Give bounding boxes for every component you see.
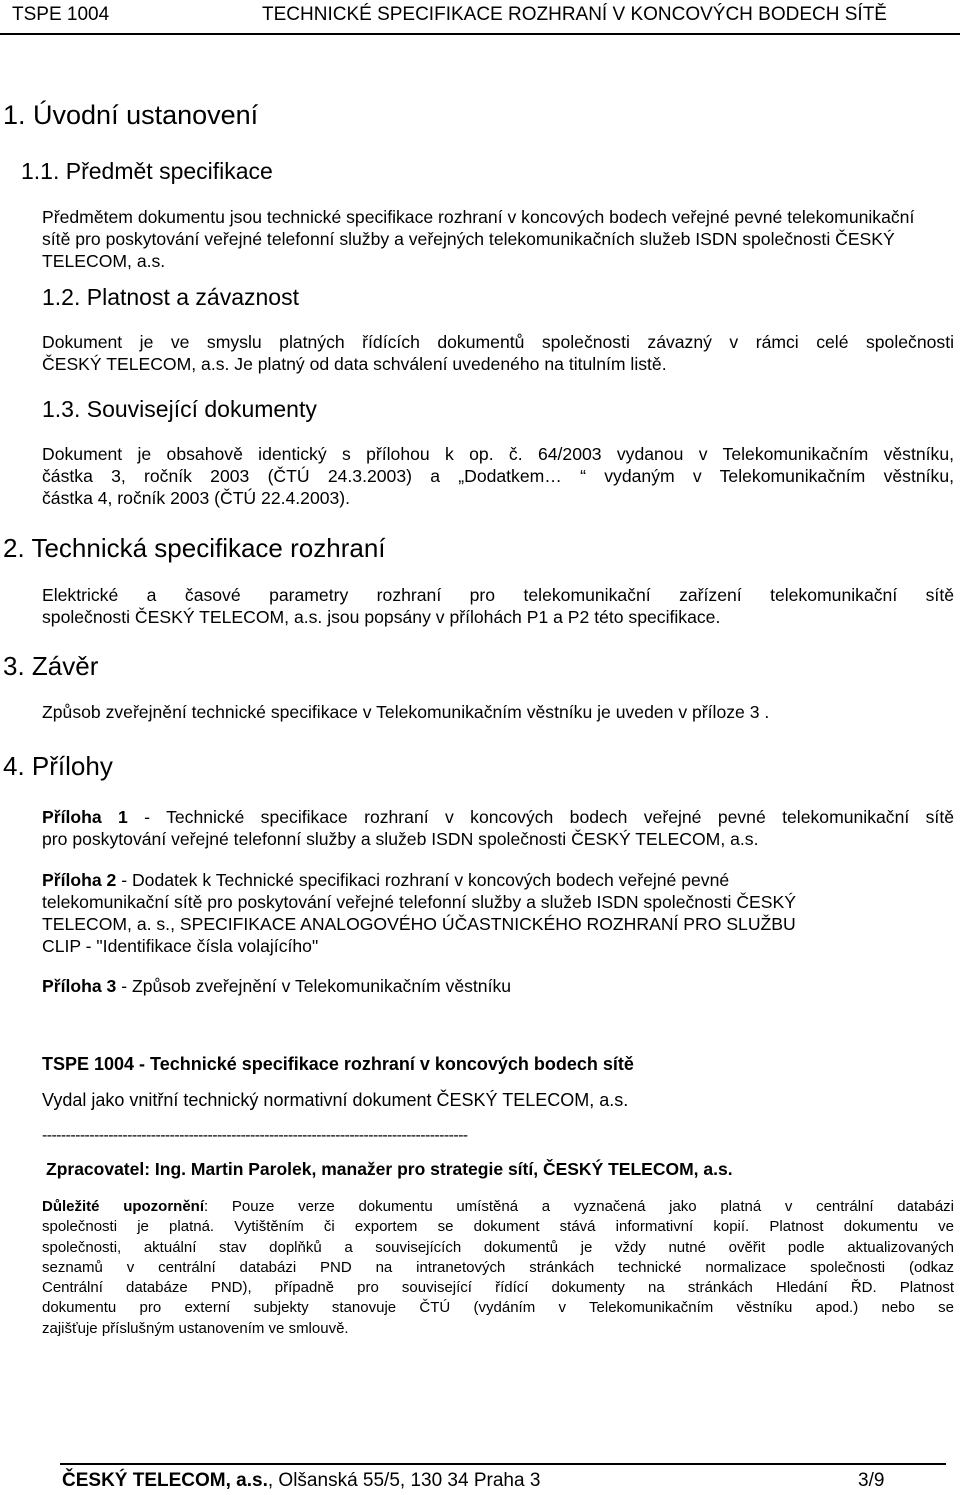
paragraph-line: pro poskytování veřejné telefonní služby a služeb ISDN společnosti ČESKÝ TELECOM, a.s. — [42, 829, 759, 849]
footer-company — [62, 1470, 540, 1492]
paragraph-2 — [42, 584, 954, 628]
notice-label: Důležité upozornění — [42, 1198, 205, 1215]
footer-rule — [60, 1463, 946, 1465]
notice-line: společnosti, aktuální stav doplňků a souvisejících dokumentů je vždy nutné ověřit podle aktualizovaných — [42, 1238, 954, 1256]
heading-1-3: 1.3. Související dokumenty — [42, 396, 317, 422]
heading-1: 1. Úvodní ustanovení — [3, 100, 259, 130]
separator-line: ------------------------------------------------------------------------------------------ — [42, 1127, 468, 1144]
imprint-author: Zpracovatel: Ing. Martin Parolek, manažer pro strategie sítí, ČESKÝ TELECOM, a.s. — [46, 1159, 733, 1179]
paragraph-3 — [42, 701, 954, 723]
heading-1-2: 1.2. Platnost a závaznost — [42, 284, 299, 310]
annex-3 — [42, 975, 954, 997]
annex-2 — [42, 869, 954, 957]
paragraph-line: TELECOM, a. s., SPECIFIKACE ANALOGOVÉHO ÚČASTNICKÉHO ROZHRANÍ PRO SLUŽBU — [42, 914, 796, 934]
paragraph-1-1 — [42, 206, 954, 272]
annex-1 — [42, 806, 954, 850]
annex-text: - Způsob zveřejnění v Telekomunikačním věstníku — [116, 976, 512, 996]
notice-line: seznamů v centrální databázi PND na intranetových stránkách technické normalizace společnosti (odkaz — [42, 1258, 954, 1276]
notice-text: : Pouze verze dokumentu umístěná a vyznačená jako platná v centrální databázi — [204, 1198, 954, 1215]
annex-label: Příloha 1 — [42, 807, 128, 827]
paragraph-line — [42, 806, 954, 828]
paragraph-line: TELECOM, a.s. — [42, 251, 166, 271]
paragraph-line: Předmětem dokumentu jsou technické specifikace rozhraní v koncových bodech veřejné pevné telekomunikační — [42, 207, 915, 227]
annex-text: - Technické specifikace rozhraní v koncových bodech veřejné pevné telekomunikační sítě — [127, 807, 954, 827]
paragraph-line — [42, 869, 954, 891]
paragraph-1-2 — [42, 331, 954, 375]
paragraph-line: částka 3, ročník 2003 (ČTÚ 24.3.2003) a „Dodatkem… “ vydaným v Telekomunikačním věstníku, — [42, 466, 954, 486]
annex-label: Příloha 2 — [42, 870, 117, 890]
notice-line: zajišťuje příslušným ustanovením ve smlouvě. — [42, 1319, 349, 1337]
paragraph-line: Dokument je ve smyslu platných řídících dokumentů společnosti závazný v rámci celé společnosti — [42, 332, 954, 352]
paragraph-line: telekomunikační sítě pro poskytování veřejné telefonní služby a služeb ISDN společnosti ČESKÝ — [42, 892, 796, 912]
paragraph-line: ČESKÝ TELECOM, a.s. Je platný od data schválení uvedeného na titulním listě. — [42, 354, 667, 374]
paragraph-line — [42, 975, 954, 997]
notice-line: dokumentu pro externí subjekty stanovuje ČTÚ (vydáním v Telekomunikačním věstníku apod.) nebo se — [42, 1299, 954, 1317]
paragraph-line: Elektrické a časové parametry rozhraní pro telekomunikační zařízení telekomunikační sítě — [42, 585, 954, 605]
annex-text: - Dodatek k Technické specifikaci rozhraní v koncových bodech veřejné pevné — [116, 870, 730, 890]
imprint-title: TSPE 1004 - Technické specifikace rozhraní v koncových bodech sítě — [42, 1054, 634, 1074]
header-title: TECHNICKÉ SPECIFIKACE ROZHRANÍ V KONCOVÝCH BODECH SÍTĚ — [262, 4, 887, 25]
header-rule — [0, 33, 960, 35]
paragraph-line: sítě pro poskytování veřejné telefonní služby a veřejných telekomunikačních služeb ISDN společnosti ČESKÝ — [42, 229, 895, 249]
paragraph-line: částka 4, ročník 2003 (ČTÚ 22.4.2003). — [42, 488, 351, 508]
important-notice — [42, 1197, 954, 1339]
notice-line: Centrální databáze PND), případně pro související řídící dokumenty na stránkách Hledání ŘD. Platnost — [42, 1279, 954, 1297]
notice-line — [42, 1197, 954, 1217]
heading-4: 4. Přílohy — [3, 751, 113, 781]
notice-line: společnosti je platná. Vytištěním či exportem se dokument stává informativní kopií. Platnost dokumentu ve — [42, 1218, 954, 1236]
heading-2: 2. Technická specifikace rozhraní — [3, 533, 386, 563]
paragraph-1-3 — [42, 443, 954, 509]
footer-address: , Olšanská 55/5, 130 34 Praha 3 — [267, 1470, 541, 1491]
page-header — [0, 0, 960, 36]
heading-1-1: 1.1. Předmět specifikace — [21, 158, 273, 184]
annex-label: Příloha 3 — [42, 976, 117, 996]
paragraph-line: Dokument je obsahově identický s přílohou k op. č. 64/2003 vydanou v Telekomunikačním věstníku, — [42, 444, 954, 464]
paragraph-line: Způsob zveřejnění technické specifikace v Telekomunikačním věstníku je uveden v příloze 3 . — [42, 702, 770, 722]
imprint-issued: Vydal jako vnitřní technický normativní dokument ČESKÝ TELECOM, a.s. — [42, 1090, 629, 1110]
paragraph-line: CLIP - "Identifikace čísla volajícího" — [42, 936, 319, 956]
paragraph-line: společnosti ČESKÝ TELECOM, a.s. jsou popsány v přílohách P1 a P2 této specifikace. — [42, 607, 721, 627]
footer-page-number: 3/9 — [858, 1470, 885, 1491]
footer-company-name: ČESKÝ TELECOM, a.s. — [62, 1470, 268, 1491]
header-doc-id: TSPE 1004 — [12, 4, 110, 25]
heading-3: 3. Závěr — [3, 651, 99, 681]
